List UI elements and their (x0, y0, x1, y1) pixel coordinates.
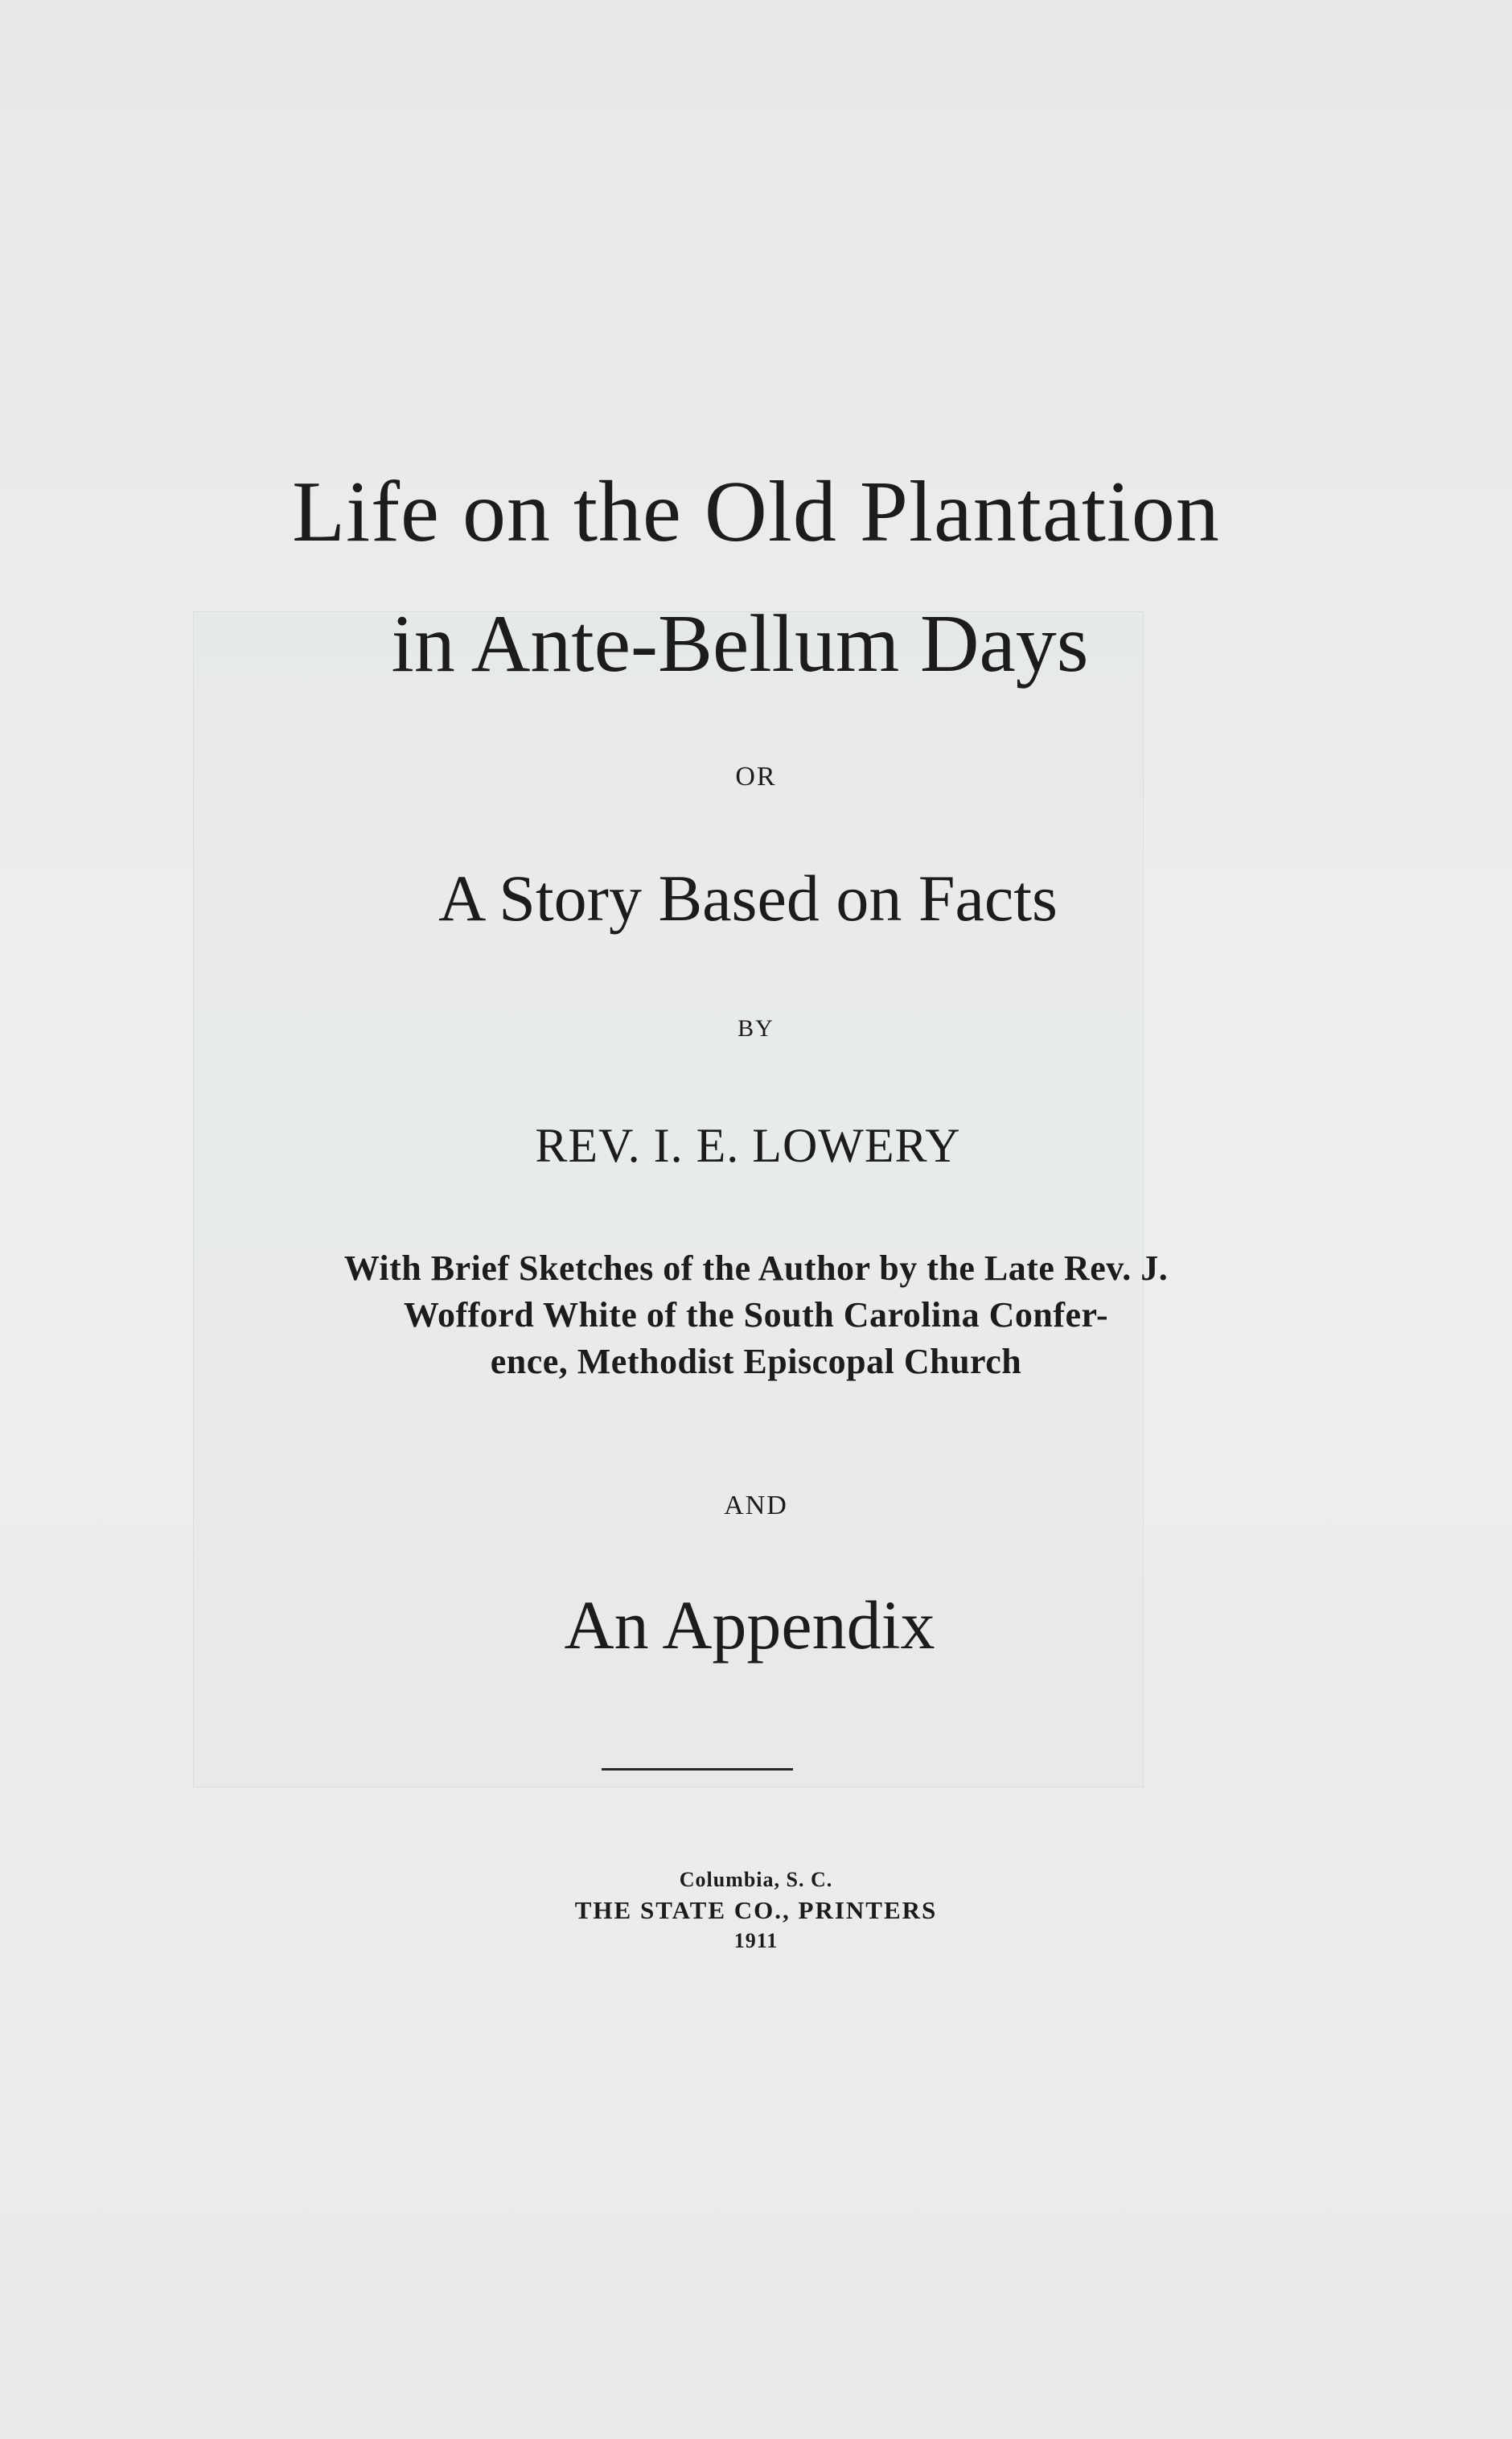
horizontal-rule (602, 1768, 793, 1771)
book-subtitle: A Story Based on Facts (438, 862, 1058, 935)
or-separator: OR (735, 762, 777, 792)
sketch-line: ence, Methodist Episcopal Church (490, 1342, 1022, 1381)
imprint-year: 1911 (733, 1929, 779, 1952)
sketch-description (201, 1245, 1311, 1385)
sketch-line: With Brief Sketches of the Author by the Late Rev. J. (343, 1248, 1169, 1288)
book-title-line-1: Life on the Old Plantation (292, 464, 1220, 560)
book-title-line-2: in Ante-Bellum Days (391, 598, 1089, 689)
and-separator: AND (724, 1491, 788, 1520)
sketch-line: Wofford White of the South Carolina Confer- (403, 1295, 1109, 1335)
imprint (0, 1865, 1512, 1956)
imprint-city: Columbia, S. C. (679, 1868, 833, 1891)
imprint-printer: THE STATE CO., PRINTERS (574, 1896, 938, 1924)
appendix-heading: An Appendix (564, 1586, 935, 1664)
by-label: BY (738, 1015, 774, 1042)
author-name: REV. I. E. LOWERY (535, 1119, 961, 1172)
